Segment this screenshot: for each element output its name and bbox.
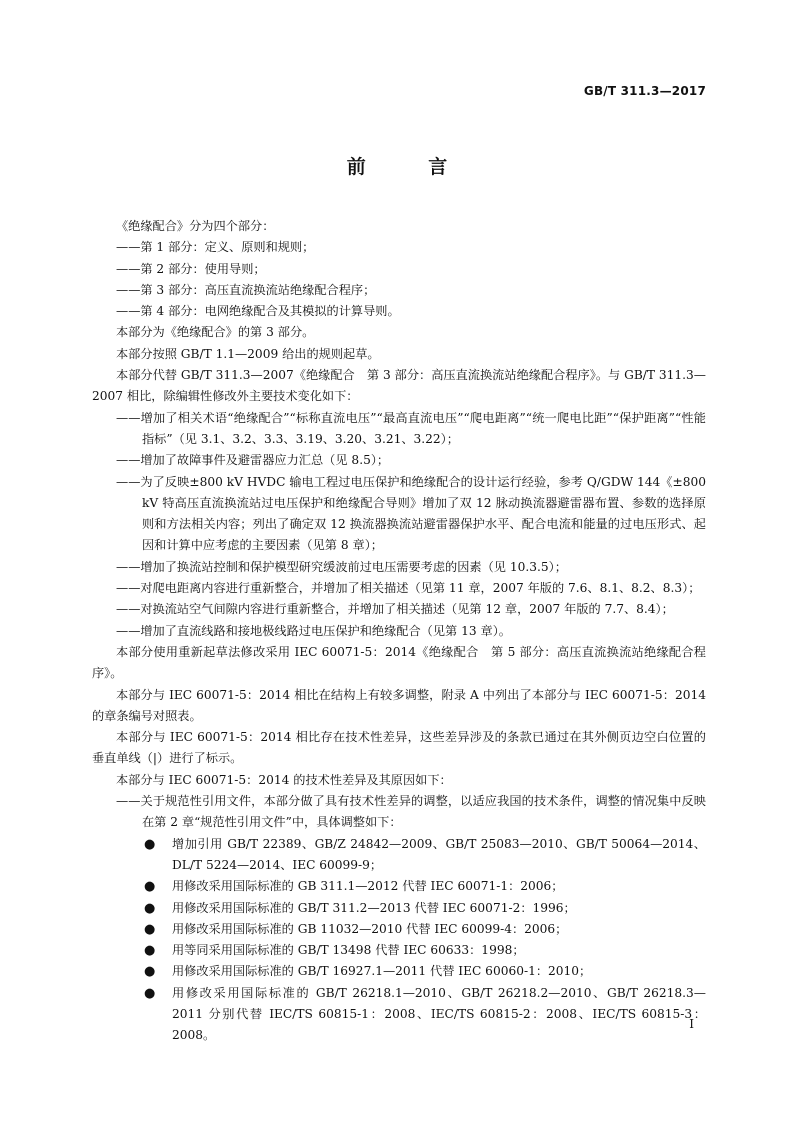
dash-list-item: ——为了反映±800 kV HVDC 输电工程过电压保护和绝缘配合的设计运行经验，参考 Q/GDW 144《±800 kV 特高压直流换流站过电压保护和绝缘配合导则》增加了双 12 脉动换流器避雷器布置、参数的选择原则和方法相关内容；列出了确定双 12 换流器换流站避雷器保护水平、配合电流和能量的过电压形式、起因和计算中应考虑的主要因素（见第 8 章）； <box>116 474 706 553</box>
bullet-dot-icon: ● <box>144 943 156 959</box>
paragraph: 本部分使用重新起草法修改采用 IEC 60071-5：2014《绝缘配合 第 5 部分：高压直流换流站绝缘配合程序》。 <box>92 644 706 681</box>
dash-list-item: ——增加了直流线路和接地极线路过电压保护和绝缘配合（见第 13 章）。 <box>116 623 511 638</box>
paragraph: 本部分代替 GB/T 311.3—2007《绝缘配合 第 3 部分：高压直流换流站绝缘配合程序》。与 GB/T 311.3—2007 相比，除编辑性修改外主要技术变化如下： <box>92 368 706 404</box>
bullet-text: 用修改采用国际标准的 GB 311.1—2012 代替 IEC 60071-1：2006； <box>172 879 564 894</box>
bullet-item <box>92 940 706 961</box>
bullet-dot-icon: ● <box>144 985 156 1001</box>
bullet-dot-icon: ● <box>144 879 156 895</box>
dash-list-item: ——增加了故障事件及避雷器应力汇总（见 8.5）； <box>116 453 390 468</box>
bullet-dot-icon: ● <box>144 836 156 852</box>
bullet-text: 增加引用 GB/T 22389、GB/Z 24842—2009、GB/T 25083—2010、GB/T 50064—2014、DL/T 5224—2014、IEC 60099-9； <box>172 836 706 872</box>
paragraph: 本部分按照 GB/T 1.1—2009 给出的规则起草。 <box>116 346 380 361</box>
dash-list-item: ——第 4 部分：电网绝缘配合及其模拟的计算导则。 <box>116 304 400 319</box>
bullet-text: 用等同采用国际标准的 GB/T 13498 代替 IEC 60633：1998； <box>172 943 525 958</box>
bullet-item <box>92 919 706 940</box>
bullet-text: 用修改采用国际标准的 GB 11032—2010 代替 IEC 60099-4：2006； <box>172 921 568 936</box>
dash-list-item: ——第 3 部分：高压直流换流站绝缘配合程序； <box>116 282 376 297</box>
paragraph: 《绝缘配合》分为四个部分： <box>116 219 275 233</box>
bullet-text: 用修改采用国际标准的 GB/T 311.2—2013 代替 IEC 60071-2：1996； <box>172 900 576 915</box>
dash-list-item: ——对换流站空气间隙内容进行重新整合，并增加了相关描述（见第 12 章，2007 年版的 7.7、8.4）； <box>116 602 674 617</box>
bullet-item <box>92 898 706 919</box>
bullet-text: 用修改采用国际标准的 GB/T 16927.1—2011 代替 IEC 60060-1：2010； <box>172 964 592 979</box>
bullet-item <box>92 983 706 1047</box>
bullet-dot-icon: ● <box>144 964 156 980</box>
bullet-item <box>92 876 706 897</box>
paragraph: 本部分与 IEC 60071-5：2014 相比存在技术性差异，这些差异涉及的条款已通过在其外侧页边空白位置的垂直单线（|）进行了标示。 <box>92 730 706 766</box>
paragraph: 本部分为《绝缘配合》的第 3 部分。 <box>116 325 315 340</box>
dash-list-item: ——关于规范性引用文件，本部分做了具有技术性差异的调整，以适应我国的技术条件，调整的情况集中反映在第 2 章“规范性引用文件”中，具体调整如下： <box>116 794 706 830</box>
bullet-dot-icon: ● <box>144 900 156 916</box>
bullet-dot-icon: ● <box>144 921 156 937</box>
paragraph: 本部分与 IEC 60071-5：2014 相比在结构上有较多调整，附录 A 中列出了本部分与 IEC 60071-5：2014 的章条编号对照表。 <box>92 687 706 723</box>
page-title: 前 言 <box>346 156 476 178</box>
dash-list-item: ——第 1 部分：定义、原则和规则； <box>116 240 315 255</box>
dash-list-item: ——增加了相关术语“绝缘配合”“标称直流电压”“最高直流电压”“爬电距离”“统一爬电比距”“保护距离”“性能指标”（见 3.1、3.2、3.3、3.19、3.20、3.21、3.22）； <box>116 410 706 446</box>
page-number: I <box>689 1017 694 1031</box>
dash-list-item: ——增加了换流站控制和保护模型研究缓波前过电压需要考虑的因素（见 10.3.5）； <box>116 559 567 574</box>
bullet-item <box>92 961 706 982</box>
paragraph: 本部分与 IEC 60071-5：2014 的技术性差异及其原因如下： <box>116 772 452 787</box>
foreword-body <box>92 216 706 1047</box>
bullet-item <box>92 834 706 877</box>
standard-code: GB/T 311.3—2017 <box>583 84 706 98</box>
bullet-text: 用修改采用国际标准的 GB/T 26218.1—2010、GB/T 26218.2—2010、GB/T 26218.3—2011 分别代替 IEC/TS 60815-1：2008、IEC/TS 60815-2：2008、IEC/TS 60815-3：2008。 <box>172 985 706 1043</box>
dash-list-item: ——第 2 部分：使用导则； <box>116 261 266 276</box>
dash-list-item: ——对爬电距离内容进行重新整合，并增加了相关描述（见第 11 章，2007 年版的 7.6、8.1、8.2、8.3）； <box>116 581 701 596</box>
